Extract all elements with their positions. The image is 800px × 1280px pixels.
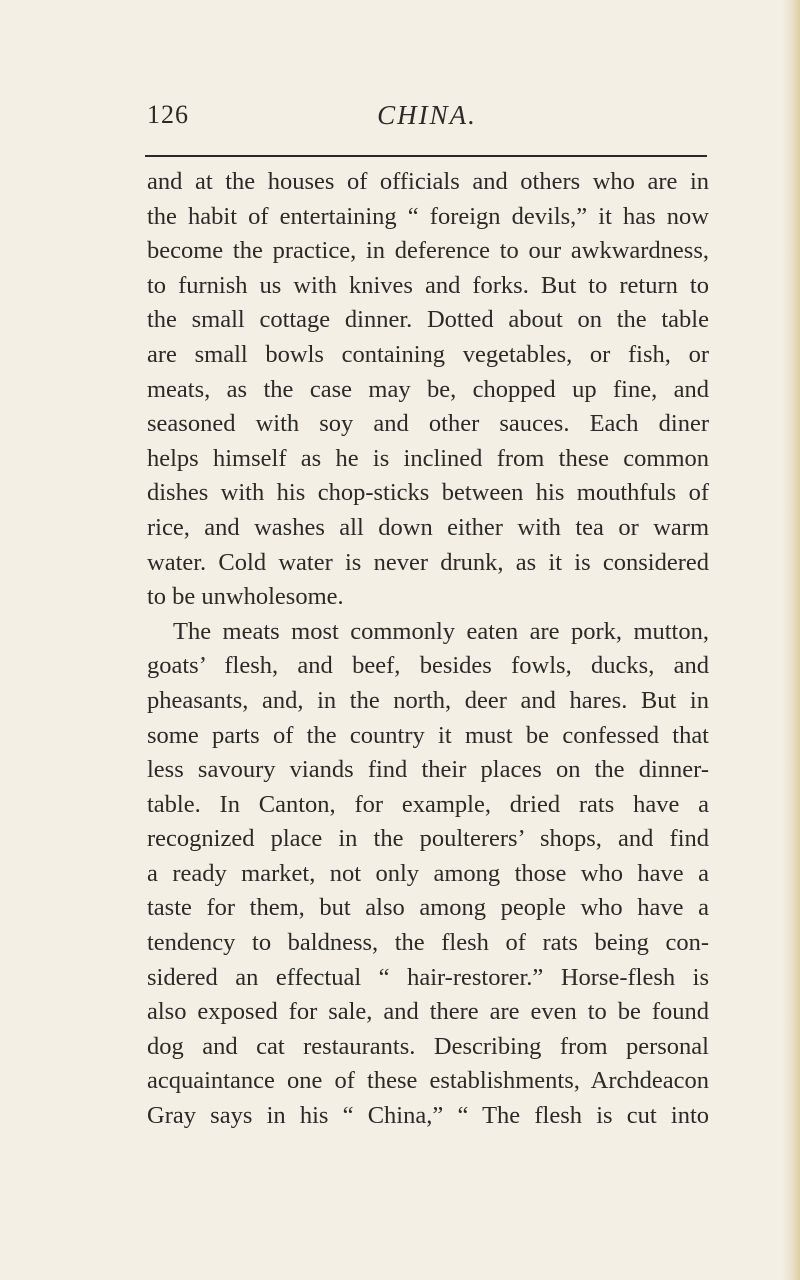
text-line: to furnish us with knives and forks. But to return to: [147, 271, 709, 299]
text-line: also exposed for sale, and there are even to be found: [147, 998, 709, 1026]
text-line: dishes with his chop-sticks between his mouthfuls of: [147, 479, 709, 507]
text-line: become the practice, in deference to our awkwardness,: [147, 237, 709, 265]
text-line: acquaintance one of these establishments, Archdeacon: [147, 1067, 709, 1095]
text-line: seasoned with soy and other sauces. Each diner: [147, 410, 709, 438]
text-line: and at the houses of officials and others who are in: [147, 168, 709, 195]
text-line: tendency to baldness, the flesh of rats being con-: [147, 929, 709, 957]
text-line: dog and cat restaurants. Describing from personal: [147, 1032, 709, 1060]
body-text: [147, 165, 709, 1134]
text-line: helps himself as he is inclined from these common: [147, 444, 709, 472]
text-line: are small bowls containing vegetables, or fish, or: [147, 340, 709, 368]
text-line: less savoury viands find their places on the dinner-: [147, 756, 709, 784]
text-line: table. In Canton, for example, dried rats have a: [147, 790, 709, 818]
text-line: taste for them, but also among people who have a: [147, 894, 709, 922]
text-line: meats, as the case may be, chopped up fine, and: [147, 375, 709, 403]
paragraph-end-line: to be unwholesome.: [147, 583, 344, 611]
text-line: pheasants, and, in the north, deer and hares. But in: [147, 686, 709, 714]
paragraph-start-line: The meats most commonly eaten are pork, mutton,: [173, 617, 709, 645]
text-line: rice, and washes all down either with tea or warm: [147, 513, 709, 541]
running-title: CHINA.: [377, 100, 477, 130]
header-rule: [145, 155, 707, 157]
text-line: some parts of the country it must be confessed that: [147, 721, 709, 749]
text-line: the small cottage dinner. Dotted about on the table: [147, 306, 709, 334]
text-line: water. Cold water is never drunk, as it is considered: [147, 548, 709, 576]
text-line: Gray says in his “ China,” “ The flesh is cut into: [147, 1102, 709, 1130]
text-line: goats’ flesh, and beef, besides fowls, ducks, and: [147, 652, 709, 680]
text-line: recognized place in the poulterers’ shops, and find: [147, 825, 709, 853]
page-number: 126: [147, 100, 189, 129]
page-edge-shading: [782, 0, 800, 1280]
text-line: the habit of entertaining “ foreign devils,” it has now: [147, 202, 709, 230]
text-line: sidered an effectual “ hair-restorer.” Horse-flesh is: [147, 963, 709, 991]
running-header: [147, 100, 707, 160]
text-line: a ready market, not only among those who have a: [147, 859, 709, 887]
